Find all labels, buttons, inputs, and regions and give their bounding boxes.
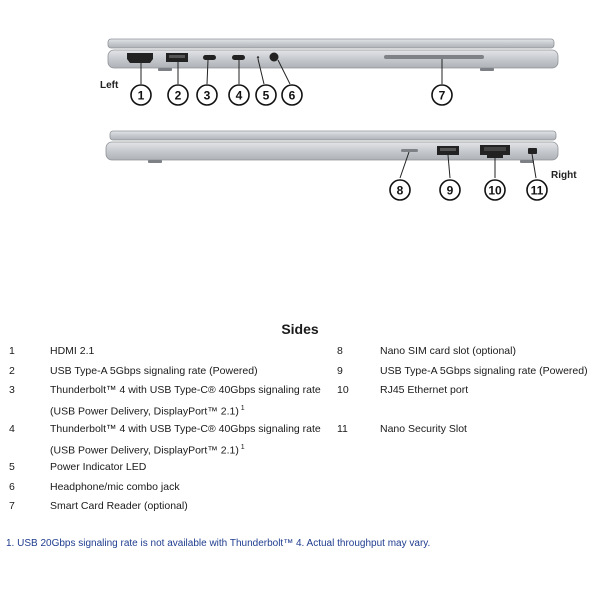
item-description: Nano SIM card slot (optional) xyxy=(380,345,516,357)
callout-number: 11 xyxy=(530,183,544,198)
callout-2 xyxy=(168,85,188,105)
usb-c-port-icon xyxy=(232,55,245,60)
callout-6 xyxy=(282,85,302,105)
item-number: 3 xyxy=(9,384,15,396)
callout-9 xyxy=(440,180,460,200)
callout-number: 2 xyxy=(174,88,182,103)
item-description: Thunderbolt™ 4 with USB Type-C® 40Gbps signaling rate xyxy=(50,384,321,396)
callout-1 xyxy=(131,85,151,105)
callout-number: 10 xyxy=(488,183,502,198)
left-label: Left xyxy=(100,80,119,91)
item-description: Power Indicator LED xyxy=(50,461,147,473)
laptop-sides-diagram xyxy=(0,0,600,230)
item-number: 2 xyxy=(9,365,15,377)
section-title: Sides xyxy=(281,321,319,337)
item-description: RJ45 Ethernet port xyxy=(380,384,469,396)
item-description: USB Type-A 5Gbps signaling rate (Powered) xyxy=(380,365,588,377)
item-description: Smart Card Reader (optional) xyxy=(50,500,188,512)
right-side-view xyxy=(106,131,577,181)
callout-10 xyxy=(485,180,505,200)
callout-8 xyxy=(390,180,410,200)
sim-slot-icon xyxy=(401,149,418,152)
callout-7 xyxy=(432,85,452,105)
item-description: USB Type-A 5Gbps signaling rate (Powered) xyxy=(50,365,258,377)
footnote: 1. USB 20Gbps signaling rate is not available with Thunderbolt™ 4. Actual throughput may vary. xyxy=(6,538,431,549)
footnote-marker: 1 xyxy=(238,444,245,451)
item-description: Thunderbolt™ 4 with USB Type-C® 40Gbps signaling rate xyxy=(50,423,321,435)
callout-3 xyxy=(197,85,217,105)
callout-number: 4 xyxy=(235,88,243,103)
usb-c-port-icon xyxy=(203,55,216,60)
item-number: 5 xyxy=(9,461,15,473)
item-description: Nano Security Slot xyxy=(380,423,467,435)
item-description: HDMI 2.1 xyxy=(50,345,95,357)
left-side-view xyxy=(100,39,558,91)
item-number: 7 xyxy=(9,500,15,512)
smart-card-slot-icon xyxy=(384,55,484,59)
item-description-continued: (USB Power Delivery, DisplayPort™ 2.1) $^1$ xyxy=(50,405,245,418)
item-number: 10 xyxy=(337,384,349,396)
callout-4 xyxy=(229,85,249,105)
callout-number: 5 xyxy=(262,88,270,103)
item-number: 6 xyxy=(9,481,15,493)
item-number: 9 xyxy=(337,365,343,377)
footnote-marker: 1 xyxy=(238,405,245,412)
item-number: 11 xyxy=(337,423,348,435)
callout-number: 6 xyxy=(288,88,296,103)
item-number: 8 xyxy=(337,345,343,357)
item-number: 4 xyxy=(9,423,15,435)
item-description: Headphone/mic combo jack xyxy=(50,481,180,493)
callout-number: 3 xyxy=(203,88,211,103)
item-description-continued: (USB Power Delivery, DisplayPort™ 2.1) $^1$ xyxy=(50,444,245,457)
item-number: 1 xyxy=(9,345,15,357)
callout-number: 9 xyxy=(446,183,454,198)
callout-5 xyxy=(256,85,276,105)
callout-number: 7 xyxy=(438,88,446,103)
callout-number: 1 xyxy=(137,88,145,103)
hdmi-port-icon xyxy=(127,53,153,63)
right-label: Right xyxy=(551,170,577,181)
callout-11 xyxy=(527,180,547,200)
callout-number: 8 xyxy=(396,183,404,198)
power-led-icon xyxy=(257,56,259,58)
headphone-jack-icon xyxy=(270,53,279,62)
security-slot-icon xyxy=(528,148,537,154)
